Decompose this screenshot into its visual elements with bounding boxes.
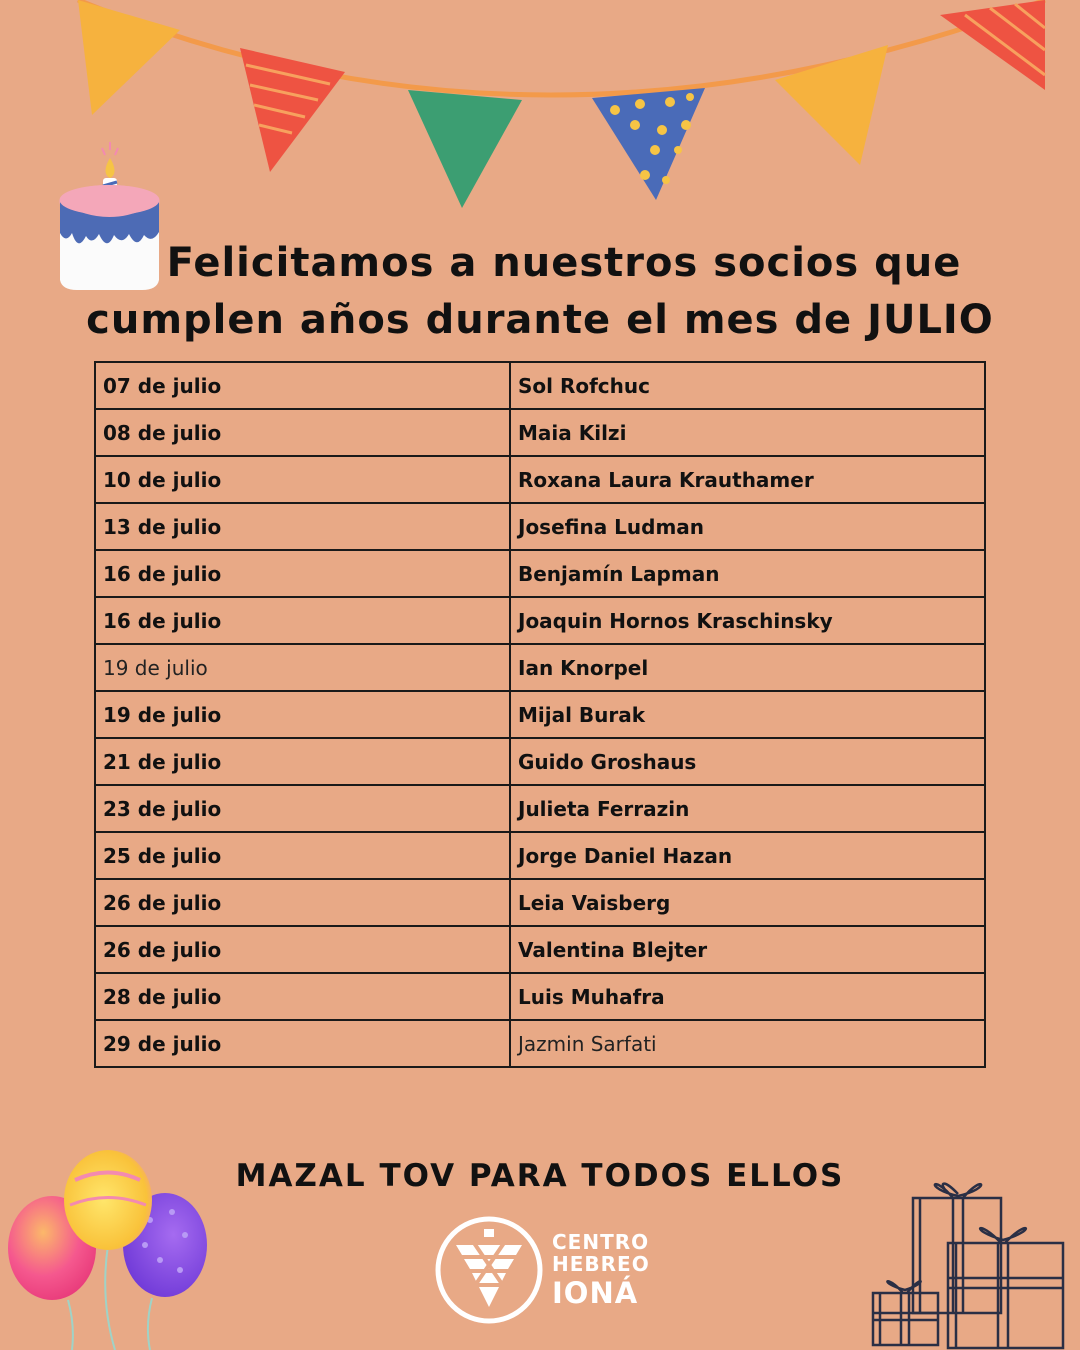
logo-text-hebreo: HEBREO: [552, 1252, 650, 1276]
date-cell: 28 de julio: [95, 973, 510, 1020]
date-cell: 26 de julio: [95, 879, 510, 926]
table-row: [95, 738, 985, 785]
logo-text-iona: IONÁ: [552, 1276, 639, 1310]
date-cell: 16 de julio: [95, 597, 510, 644]
name-cell: Joaquin Hornos Kraschinsky: [510, 597, 985, 644]
table-row: [95, 785, 985, 832]
date-cell: 10 de julio: [95, 456, 510, 503]
name-cell: Sol Rofchuc: [510, 362, 985, 409]
mazal-tov-message: MAZAL TOV PARA TODOS ELLOS: [235, 1158, 845, 1194]
logo-text-centro: CENTRO: [552, 1230, 650, 1254]
table-row: [95, 409, 985, 456]
date-cell: 21 de julio: [95, 738, 510, 785]
name-cell: Jazmin Sarfati: [510, 1020, 985, 1067]
date-cell: 29 de julio: [95, 1020, 510, 1067]
date-cell: 16 de julio: [95, 550, 510, 597]
birthday-table: [94, 361, 986, 1068]
table-row: [95, 597, 985, 644]
name-cell: Valentina Blejter: [510, 926, 985, 973]
table-row: [95, 926, 985, 973]
date-cell: 26 de julio: [95, 926, 510, 973]
name-cell: Jorge Daniel Hazan: [510, 832, 985, 879]
name-cell: Roxana Laura Krauthamer: [510, 456, 985, 503]
date-cell: 23 de julio: [95, 785, 510, 832]
name-cell: Josefina Ludman: [510, 503, 985, 550]
headline-line-1: Felicitamos a nuestros socios que: [166, 240, 962, 286]
date-cell: 25 de julio: [95, 832, 510, 879]
date-cell: 19 de julio: [95, 691, 510, 738]
balloons-illustration: [0, 1150, 220, 1350]
name-cell: Mijal Burak: [510, 691, 985, 738]
name-cell: Ian Knorpel: [510, 644, 985, 691]
table-row: [95, 362, 985, 409]
name-cell: Benjamín Lapman: [510, 550, 985, 597]
date-cell: 13 de julio: [95, 503, 510, 550]
headline-line-2: cumplen años durante el mes de JULIO: [86, 297, 994, 343]
name-cell: Leia Vaisberg: [510, 879, 985, 926]
centro-hebreo-iona-logo-icon: [434, 1215, 544, 1325]
date-cell: 19 de julio: [95, 644, 510, 691]
table-row: [95, 832, 985, 879]
date-cell: 08 de julio: [95, 409, 510, 456]
name-cell: Luis Muhafra: [510, 973, 985, 1020]
name-cell: Julieta Ferrazin: [510, 785, 985, 832]
table-row: [95, 691, 985, 738]
table-row: [95, 879, 985, 926]
table-row: [95, 503, 985, 550]
table-row: [95, 1020, 985, 1067]
date-cell: 07 de julio: [95, 362, 510, 409]
name-cell: Guido Groshaus: [510, 738, 985, 785]
gift-boxes-illustration: [868, 1168, 1073, 1350]
table-row: [95, 550, 985, 597]
name-cell: Maia Kilzi: [510, 409, 985, 456]
table-row: [95, 644, 985, 691]
table-row: [95, 973, 985, 1020]
table-row: [95, 456, 985, 503]
